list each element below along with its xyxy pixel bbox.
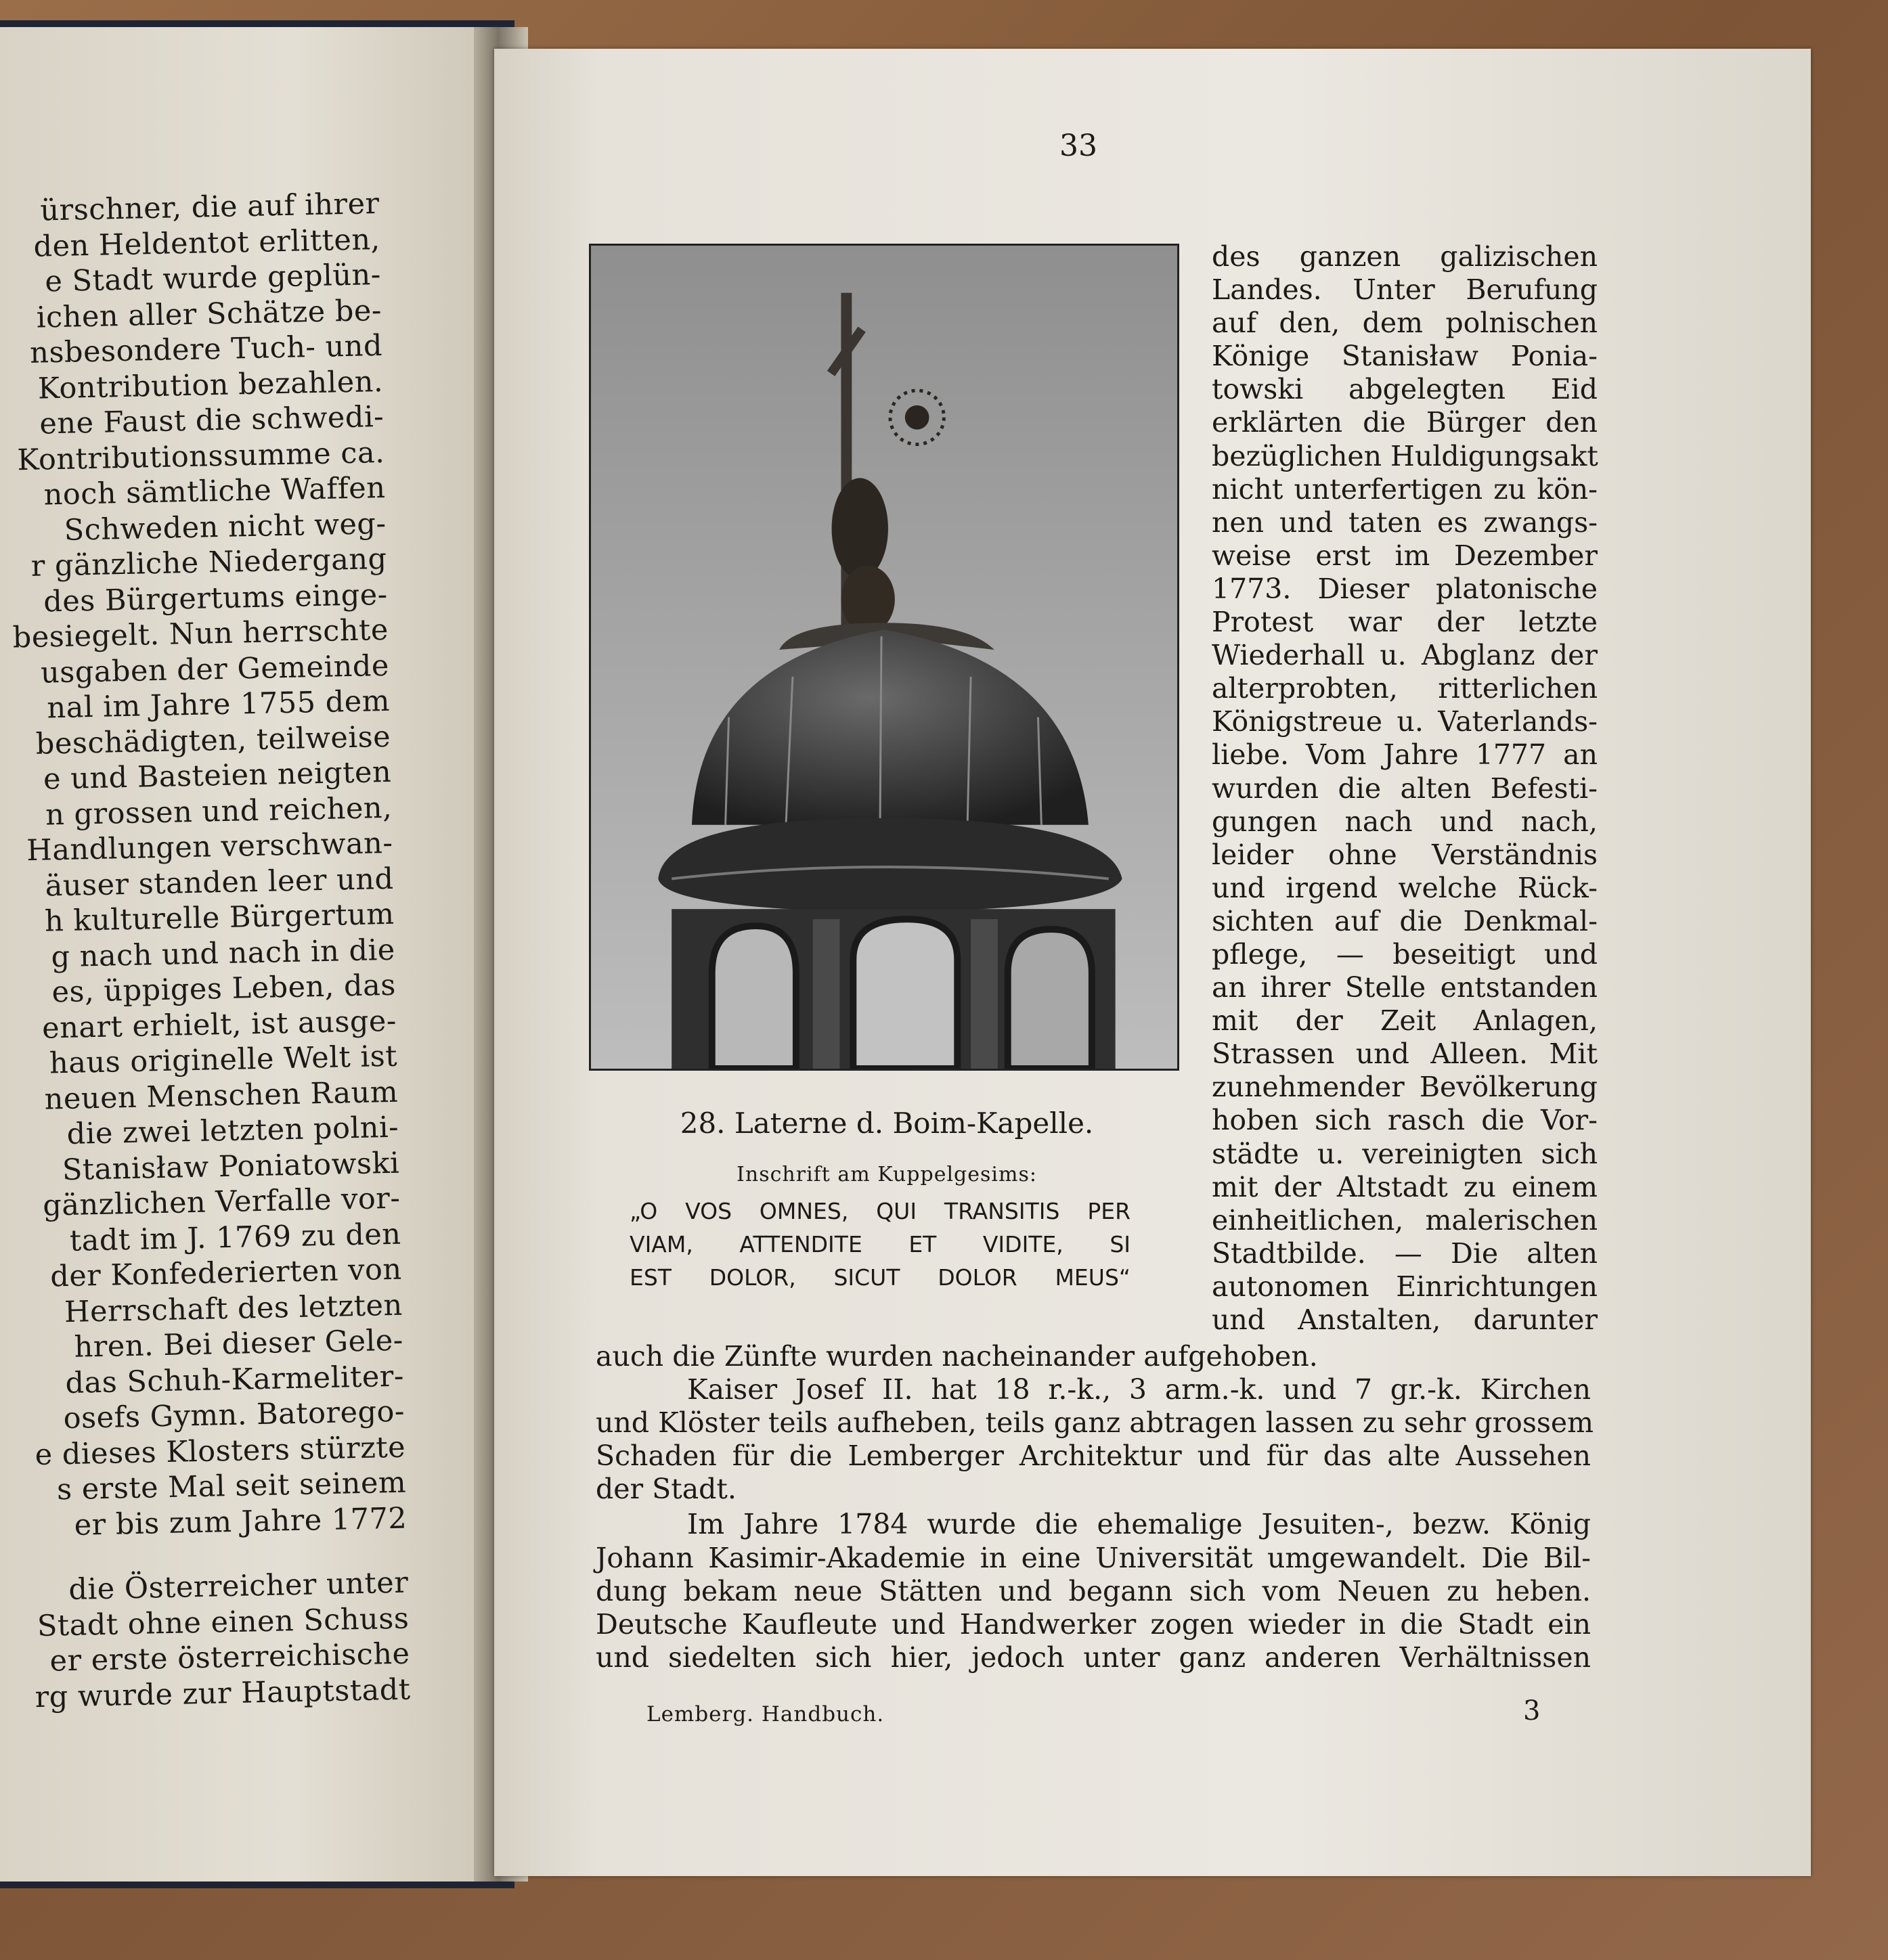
text-line: erklärten die Bürger den: [1212, 406, 1598, 439]
left-line: hren. Bei dieser Gele-: [74, 1323, 404, 1364]
left-line: das Schuh-Karmeliter-: [65, 1359, 405, 1400]
text-line: nen und taten es zwangs-: [1212, 506, 1598, 539]
left-line: er bis zum Jahre 1772: [74, 1501, 408, 1542]
inscription-text: [630, 1195, 1130, 1294]
left-line: tadt im J. 1769 zu den: [69, 1217, 401, 1258]
text-line: und irgend welche Rück-: [1212, 871, 1598, 904]
text-line: zunehmender Bevölkerung: [1212, 1071, 1598, 1104]
text-line: alterprobten, ritterlichen: [1212, 672, 1598, 705]
left-line: usgaben der Gemeinde: [40, 648, 390, 690]
left-line: neuen Menschen Raum: [44, 1075, 399, 1117]
left-line: enart erhielt, ist ausge-: [41, 1004, 397, 1046]
left-line: g nach und nach in die: [51, 933, 396, 974]
text-line: Im Jahre 1784 wurde die ehemalige Jesuiten-, bezw. König: [687, 1508, 1591, 1541]
text-line: towski abgelegten Eid: [1212, 373, 1598, 406]
inscription-label: Inschrift am Kuppelgesims:: [737, 1163, 1037, 1186]
text-line: gungen nach und nach,: [1212, 805, 1598, 838]
text-line: Strassen und Alleen. Mit: [1212, 1038, 1598, 1071]
text-line: Johann Kasimir-Akademie in eine Universität umgewandelt. Die Bil-: [596, 1541, 1591, 1574]
left-line: e dieses Klosters stürzte: [35, 1430, 406, 1472]
text-line: nicht unterfertigen zu kön-: [1212, 472, 1598, 506]
left-line: es, üppiges Leben, das: [51, 968, 397, 1010]
text-line: Schaden für die Lemberger Architektur und für das alte Aussehen: [596, 1440, 1591, 1473]
text-line: mit der Altstadt zu einem: [1212, 1170, 1598, 1203]
text-line: 1773. Dieser platonische: [1212, 572, 1598, 605]
left-line: ichen aller Schätze be-: [36, 293, 382, 335]
left-page: [0, 27, 487, 1881]
text-line: pflege, — beseitigt und: [1212, 937, 1598, 971]
left-line: h kulturelle Bürgertum: [44, 897, 395, 939]
left-line: ene Faust die schwedi-: [39, 399, 385, 441]
left-line: Kontributionssumme ca.: [16, 435, 385, 477]
page-number: 33: [1059, 129, 1097, 163]
left-line: Kontribution bezahlen.: [37, 364, 384, 406]
left-line: e und Basteien neigten: [43, 755, 392, 797]
text-line: weise erst im Dezember: [1212, 539, 1598, 572]
left-line: ürschner, die auf ihrer: [39, 186, 380, 228]
right-column-text: [1212, 240, 1598, 1337]
left-line: äuser standen leer und: [45, 862, 394, 904]
text-line: und siedelten sich hier, jedoch unter ganz anderen Verhältnissen: [596, 1641, 1591, 1674]
text-line: städte u. vereinigten sich: [1212, 1137, 1598, 1170]
left-line: die zwei letzten polni-: [66, 1110, 399, 1151]
text-line: Stadtbilde. — Die alten: [1212, 1237, 1598, 1270]
left-line: Handlungen verschwan-: [26, 826, 393, 868]
left-line: des Bürgertums einge-: [43, 577, 389, 619]
left-line: Schweden nicht weg-: [64, 506, 387, 548]
left-line: nal im Jahre 1755 dem: [46, 684, 391, 726]
left-line: Stadt ohne einen Schuss: [37, 1601, 410, 1643]
text-line: auch die Zünfte wurden nacheinander aufgehoben.: [596, 1340, 1318, 1373]
inscription-line: VIAM, ATTENDITE ET VIDITE, SI: [630, 1231, 1130, 1257]
full-width-text: [596, 1340, 1594, 1674]
text-line: leider ohne Verständnis: [1212, 838, 1598, 871]
left-line: besiegelt. Nun herrschte: [12, 612, 389, 655]
left-line: s erste Mal seit seinem: [56, 1465, 407, 1507]
left-line: der Konfederierten von: [49, 1252, 403, 1294]
left-line: haus originelle Welt ist: [49, 1039, 398, 1081]
left-line: nsbesondere Tuch- und: [29, 328, 383, 370]
left-line: e Stadt wurde geplün-: [44, 257, 382, 299]
footer-book-title: Lemberg. Handbuch.: [646, 1702, 885, 1727]
text-line: einheitlichen, malerischen: [1212, 1203, 1598, 1237]
text-line: an ihrer Stelle entstanden: [1212, 971, 1598, 1004]
text-line: hoben sich rasch die Vor-: [1212, 1104, 1598, 1137]
text-line: sichten auf die Denkmal-: [1212, 904, 1598, 937]
left-line: Stanisław Poniatowski: [62, 1146, 400, 1187]
inscription-line: „O VOS OMNES, QUI TRANSITIS PER: [630, 1198, 1130, 1224]
lantern-photo: [591, 246, 1177, 1069]
left-line: n grossen und reichen,: [45, 790, 393, 832]
text-line: Könige Stanisław Ponia-: [1212, 340, 1598, 373]
text-line: wurden die alten Befesti-: [1212, 772, 1598, 805]
text-line: Kaiser Josef II. hat 18 r.-k., 3 arm.-k. und 7 gr.-k. Kirchen: [687, 1373, 1591, 1406]
text-line: auf den, dem polnischen: [1212, 307, 1598, 340]
text-line: und Klöster teils aufheben, teils ganz abtragen lassen zu sehr grossem: [596, 1406, 1594, 1440]
text-line: Königstreue u. Vaterlands-: [1212, 705, 1598, 738]
left-line: beschädigten, teilweise: [35, 719, 391, 761]
text-line: autonomen Einrichtungen: [1212, 1270, 1598, 1303]
left-line: die Österreicher unter: [68, 1565, 409, 1607]
left-line: gänzlichen Verfalle vor-: [42, 1181, 401, 1223]
left-line: osefs Gymn. Batorego-: [63, 1394, 405, 1436]
left-line: noch sämtliche Waffen: [43, 470, 386, 512]
text-line: bezüglichen Huldigungsakt: [1212, 439, 1598, 472]
text-line: Wiederhall u. Abglanz der: [1212, 639, 1598, 672]
text-line: des ganzen galizischen: [1212, 240, 1598, 273]
inscription-line: EST DOLOR, SICUT DOLOR MEUS“: [630, 1264, 1130, 1291]
text-line: mit der Zeit Anlagen,: [1212, 1004, 1598, 1038]
text-line: liebe. Vom Jahre 1777 an: [1212, 738, 1598, 772]
left-line: rg wurde zur Hauptstadt: [35, 1672, 412, 1714]
left-line: er erste österreichische: [49, 1636, 410, 1678]
text-line: Protest war der letzte: [1212, 606, 1598, 639]
text-line: Deutsche Kaufleute und Handwerker zogen wieder in die Stadt ein: [596, 1607, 1591, 1641]
figure-caption: 28. Laterne d. Boim-Kapelle.: [680, 1107, 1094, 1140]
left-line: Herrschaft des letzten: [64, 1288, 403, 1329]
text-line: dung bekam neue Stätten und begann sich vom Neuen zu heben.: [596, 1574, 1591, 1607]
text-line: Landes. Unter Berufung: [1212, 273, 1598, 307]
left-line: r gänzliche Niedergang: [30, 541, 388, 583]
text-line: und Anstalten, darunter: [1212, 1304, 1598, 1336]
text-line: der Stadt.: [596, 1473, 737, 1506]
footer-signature-mark: 3: [1523, 1695, 1541, 1727]
left-line: den Heldentot erlitten,: [33, 222, 381, 264]
left-page-text: [0, 186, 411, 1716]
figure-photo-lantern: [589, 244, 1179, 1071]
